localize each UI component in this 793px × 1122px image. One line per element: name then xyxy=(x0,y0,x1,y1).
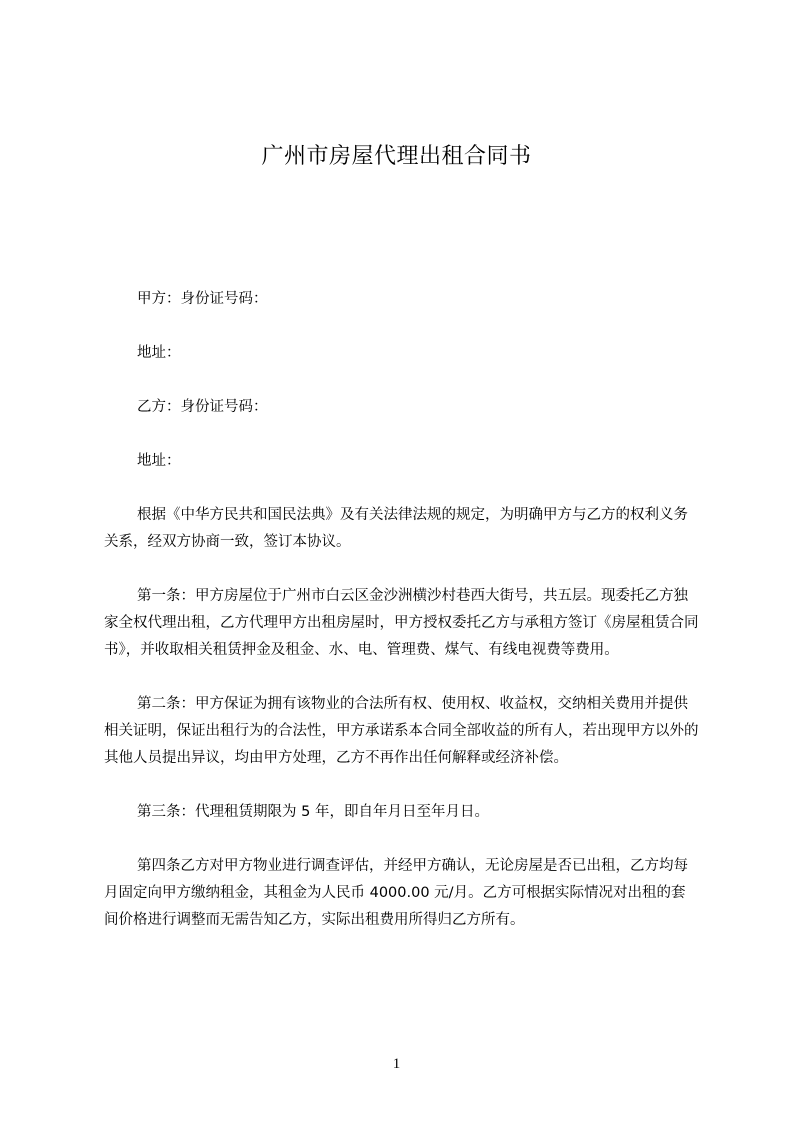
spacer xyxy=(104,772,700,799)
party-b-address-field: 地址： xyxy=(137,453,181,469)
spacer xyxy=(104,367,700,394)
preamble-paragraph: 根据《中华方民共和国民法典》及有关法律法规的规定，为明确甲方与乙方的权利义务关系，经双方协商一致，签订本协议。 xyxy=(104,507,688,550)
clause-1-paragraph: 第一条：甲方房屋位于广州市白云区金沙洲横沙村巷西大街号，共五层。现委托乙方独家全权代理出租，乙方代理甲方出租房屋时，甲方授权委托乙方与承租方签订《房屋租赁合同书》，并收取相关租赁押金及租金、水、电、管理费、煤气、有线电视费等费用。 xyxy=(104,588,699,658)
party-a-id-field: 甲方：身份证号码： xyxy=(137,291,268,307)
spacer xyxy=(104,664,700,691)
clause-4-paragraph: 第四条乙方对甲方物业进行调查评估，并经甲方确认，无论房屋是否已出租，乙方均每月固定向甲方缴纳租金，其租金为人民币 4000.00 元/月。乙方可根据实际情况对出租的套间价格进行调整而无需告知乙方，实际出租费用所得归乙方所有。 xyxy=(104,858,688,928)
document-title: 广州市房屋代理出租合同书 xyxy=(261,144,532,169)
spacer xyxy=(104,421,700,448)
clause-3-paragraph: 第三条：代理租赁期限为 5 年，即自年月日至年月日。 xyxy=(137,804,489,820)
spacer xyxy=(104,826,700,853)
clause-2-paragraph: 第二条：甲方保证为拥有该物业的合法所有权、使用权、收益权，交纳相关费用并提供相关证明，保证出租行为的合法性，甲方承诺系本合同全部收益的所有人，若出现甲方以外的其他人员提出异议，均由甲方处理，乙方不再作出任何解释或经济补偿。 xyxy=(104,696,699,766)
document-body xyxy=(104,286,700,934)
party-b-id-field: 乙方：身份证号码： xyxy=(137,399,268,415)
spacer xyxy=(104,313,700,340)
spacer xyxy=(104,475,700,502)
spacer xyxy=(104,556,700,583)
party-a-address-field: 地址： xyxy=(137,345,181,361)
page-number: 1 xyxy=(392,1056,401,1072)
